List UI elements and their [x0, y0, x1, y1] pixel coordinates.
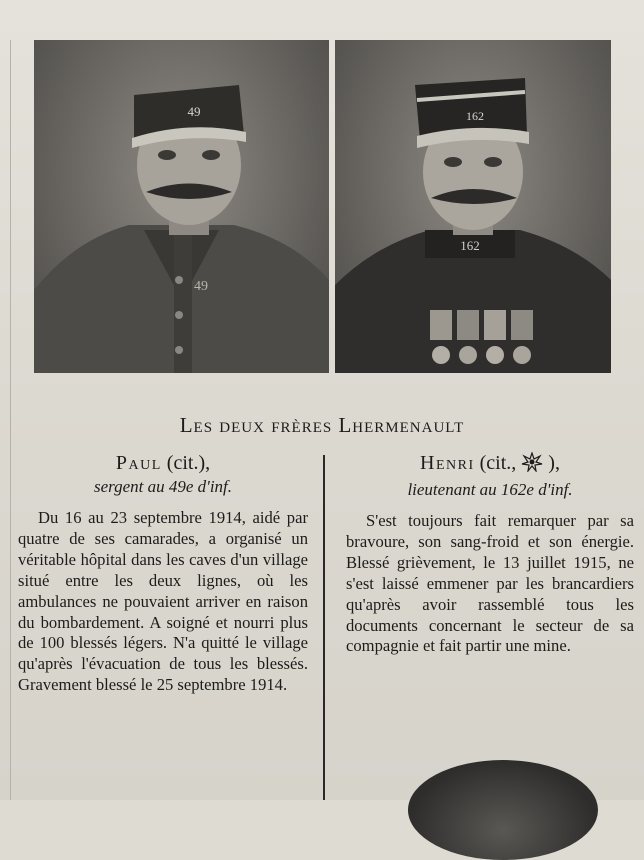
citation-open-henri: (cit.,	[479, 452, 517, 474]
citation-text-henri: S'est toujours fait remarquer par sa bravoure, son sang-froid et son énergie. Blessé grièvement, le 13 juillet 1915, ne s'est laissé emmener par les brancardiers qu'après avoir rassemblé tous les documents concernant le secteur de sa compagnie et fait partir une mine.	[346, 511, 634, 656]
rank-paul: sergent au 49e d'inf.	[93, 477, 233, 496]
collar-number-right: 162	[460, 238, 480, 253]
column-divider	[323, 455, 325, 800]
cap-number: 49	[187, 104, 201, 119]
column-henri	[346, 450, 634, 657]
caption-title: Les deux frères Lhermenault	[179, 413, 465, 437]
rank-henri: lieutenant au 162e d'inf.	[407, 480, 573, 499]
portrait-paul	[34, 40, 329, 373]
portrait-henri-graphic	[335, 40, 611, 373]
name-line-henri	[346, 450, 634, 479]
name-line-paul	[18, 450, 308, 476]
portrait-paul-graphic	[34, 40, 329, 373]
citation-close-henri: ),	[548, 452, 560, 474]
portrait-henri	[335, 40, 611, 373]
legion-honneur-star-icon	[521, 452, 543, 479]
collar-number: 49	[194, 279, 208, 294]
name-paul: Paul	[115, 452, 162, 474]
citation-text-paul: Du 16 au 23 septembre 1914, aidé par quatre de ses camarades, a organisé un véritable hôpital dans les caves d'un village situé entre les deux lignes, où les ambulances ne pouvaient arriver en raison du bombardement. A soigné et nourri plus de 100 blessés légers. N'a quitté le village qu'après l'évacuation de tous les blessés. Gravement blessé le 25 septembre 1914.	[18, 508, 308, 695]
portrait-oval-partial	[408, 760, 598, 860]
citation-paul: (cit.),	[166, 452, 211, 474]
column-paul	[18, 450, 308, 696]
name-henri: Henri	[420, 452, 475, 474]
cap-number-right: 162	[466, 109, 484, 123]
